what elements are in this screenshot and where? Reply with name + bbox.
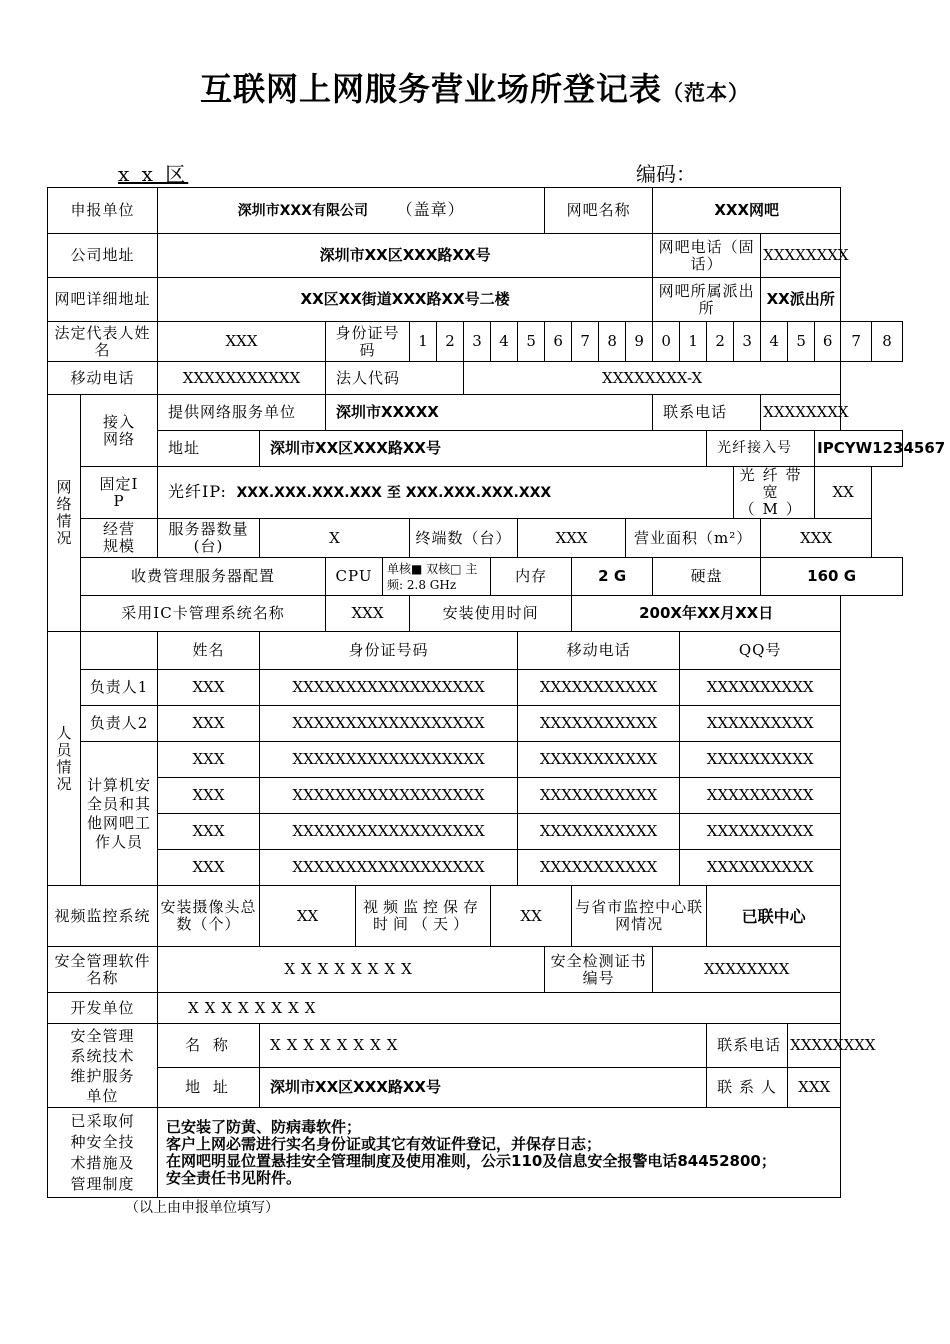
id-digit: 0 (653, 322, 680, 362)
area-label: 营业面积（m²） (626, 519, 761, 558)
link-value: 已联中心 (707, 886, 841, 947)
legal-rep-value: XXX (158, 322, 326, 362)
row-qq: XXXXXXXXXX (680, 706, 841, 742)
scale-text: 经营规模 (102, 520, 135, 555)
id-digit: 1 (410, 322, 437, 362)
network-section-label (48, 395, 81, 632)
fiber-no-value: IPCYW1234567 (815, 431, 903, 467)
id-digit: 9 (626, 322, 653, 362)
table-row (48, 742, 903, 778)
server-count-value: X (260, 519, 410, 558)
addr-label: 地址 (158, 431, 260, 467)
install-time-value: 200X年XX月XX日 (572, 596, 841, 632)
row-role: 负责人2 (81, 706, 158, 742)
id-digit: 3 (464, 322, 491, 362)
provider-phone-label: 联系电话 (653, 395, 761, 431)
applicant-cell (158, 188, 545, 234)
personnel-section-text: 人员情况 (56, 723, 72, 793)
fiber-ip-cell (158, 467, 734, 519)
fiber-ip-value: XXX.XXX.XXX.XXX 至 XXX.XXX.XXX.XXX (236, 485, 552, 501)
header-name: 姓名 (158, 632, 260, 670)
billing-server-label: 收费管理服务器配置 (81, 558, 326, 596)
camera-label: 安装摄像头总数（个） (158, 886, 260, 947)
row-name: XXX (158, 670, 260, 706)
maint-addr-label: 地 址 (158, 1068, 260, 1108)
row-id: XXXXXXXXXXXXXXXXXX (260, 778, 518, 814)
maint-addr-value: 深圳市XX区XXX路XX号 (260, 1068, 707, 1108)
id-digit: 4 (491, 322, 518, 362)
table-row (48, 706, 903, 742)
staff-group-text: 计算机安全员和其他网吧工作人员 (87, 775, 152, 851)
cert-value: XXXXXXXX (653, 947, 841, 993)
maint-phone-value: XXXXXXXX (788, 1024, 841, 1068)
provider-phone-value: XXXXXXXX (761, 395, 841, 431)
row-qq: XXXXXXXXXX (680, 814, 841, 850)
row-mobile: XXXXXXXXXXX (518, 850, 680, 886)
access-text: 接入网络 (102, 412, 135, 448)
cafe-phone-label: 网吧电话（固话） (653, 234, 761, 278)
maint-label (48, 1024, 158, 1108)
server-count-label: 服务器数量(台) (158, 519, 260, 558)
police-value: XX派出所 (761, 278, 841, 322)
header-id: 身份证号码 (260, 632, 518, 670)
cafe-name-value: XXX网吧 (653, 188, 841, 234)
row-mobile: XXXXXXXXXXX (518, 670, 680, 706)
id-digit: 2 (437, 322, 464, 362)
id-digit: 2 (707, 322, 734, 362)
fixed-ip-text: 固定IP (99, 474, 139, 510)
title-suffix: （范本） (662, 81, 750, 105)
row-mobile: XXXXXXXXXXX (518, 778, 680, 814)
row-id: XXXXXXXXXXXXXXXXXX (260, 670, 518, 706)
personnel-section-label (48, 632, 81, 886)
cpu-label: CPU (326, 558, 383, 596)
code-label: 编码： (636, 162, 696, 186)
registration-form (47, 187, 946, 1198)
footer-note: （以上由申报单位填写） (125, 1200, 279, 1216)
bandwidth-value: XX (815, 467, 872, 519)
id-digit: 7 (572, 322, 599, 362)
company-addr-label: 公司地址 (48, 234, 158, 278)
id-digit: 1 (680, 322, 707, 362)
terminal-label: 终端数（台） (410, 519, 518, 558)
id-digit: 5 (788, 322, 815, 362)
police-label: 网吧所属派出所 (653, 278, 761, 322)
row-name: XXX (158, 778, 260, 814)
cafe-addr-label: 网吧详细地址 (48, 278, 158, 322)
maint-text: 安全管理系统技术维护服务单位 (70, 1026, 135, 1105)
camera-value: XX (260, 886, 356, 947)
id-digit: 7 (841, 322, 872, 362)
days-value: XX (491, 886, 572, 947)
row-qq: XXXXXXXXXX (680, 850, 841, 886)
maint-phone-label: 联系电话 (707, 1024, 788, 1068)
cert-label: 安全检测证书编号 (545, 947, 653, 993)
table-row (48, 778, 903, 814)
corp-code-value: XXXXXXXX-X (464, 362, 841, 395)
row-role: 负责人1 (81, 670, 158, 706)
table-row (48, 850, 903, 886)
maint-name-value: XXXXXXXX (260, 1024, 707, 1068)
maint-name-label: 名 称 (158, 1024, 260, 1068)
mobile-value: XXXXXXXXXXX (158, 362, 326, 395)
fiber-no-label: 光纤接入号 (707, 431, 815, 467)
id-digit: 5 (518, 322, 545, 362)
developer-label: 开发单位 (48, 993, 158, 1024)
fiber-ip-label: 光纤IP: (168, 482, 227, 501)
id-digit: 3 (734, 322, 761, 362)
applicant-label: 申报单位 (48, 188, 158, 234)
row-mobile: XXXXXXXXXXX (518, 706, 680, 742)
disk-value: 160 G (761, 558, 903, 596)
row-qq: XXXXXXXXXX (680, 778, 841, 814)
network-section-text: 网络情况 (56, 478, 72, 547)
row-id: XXXXXXXXXXXXXXXXXX (260, 706, 518, 742)
maint-contact-label: 联 系 人 (707, 1068, 788, 1108)
measures-list (158, 1108, 841, 1198)
cpu-value: 单核■ 双核□ 主频: 2.8 GHz (383, 558, 491, 596)
row-mobile: XXXXXXXXXXX (518, 742, 680, 778)
memory-label: 内存 (491, 558, 572, 596)
row-name: XXX (158, 742, 260, 778)
district: x x 区 (118, 162, 189, 186)
row-name: XXX (158, 814, 260, 850)
video-label: 视频监控系统 (48, 886, 158, 947)
staff-group-label (81, 742, 158, 886)
row-qq: XXXXXXXXXX (680, 670, 841, 706)
seal-text: （盖章） (396, 200, 465, 219)
measure-item: 客户上网必需进行实名身份证或其它有效证件登记，并保存日志； (166, 1134, 602, 1153)
legal-rep-label: 法定代表人姓名 (48, 322, 158, 362)
table-row (48, 670, 903, 706)
applicant-value: 深圳市XXX有限公司 (237, 203, 368, 219)
row-id: XXXXXXXXXXXXXXXXXX (260, 814, 518, 850)
days-label: 视频监控保存时间（天） (356, 886, 491, 947)
terminal-value: XXX (518, 519, 626, 558)
row-id: XXXXXXXXXXXXXXXXXX (260, 742, 518, 778)
provider-label: 提供网络服务单位 (158, 395, 326, 431)
cafe-phone-value: XXXXXXXX (761, 234, 841, 278)
row-name: XXX (158, 850, 260, 886)
title-text: 互联网上网服务营业场所登记表 (199, 70, 662, 108)
ic-system-label: 采用IC卡管理系统名称 (81, 596, 326, 632)
measures-label (48, 1108, 158, 1198)
id-digit: 8 (599, 322, 626, 362)
access-label (81, 395, 158, 467)
software-label: 安全管理软件名称 (48, 947, 158, 993)
row-qq: XXXXXXXXXX (680, 742, 841, 778)
row-name: XXX (158, 706, 260, 742)
fixed-ip-label (81, 467, 158, 519)
row-mobile: XXXXXXXXXXX (518, 814, 680, 850)
id-digit: 8 (872, 322, 903, 362)
install-time-label: 安装使用时间 (410, 596, 572, 632)
provider-value: 深圳市XXXXX (326, 395, 653, 431)
software-value: XXXXXXXX (158, 947, 545, 993)
corp-code-label: 法人代码 (326, 362, 464, 395)
measure-item: 在网吧明显位置悬挂安全管理制度及使用准则，公示110及信息安全报警电话84452800； (166, 1151, 776, 1170)
scale-label (81, 519, 158, 558)
table-row (48, 814, 903, 850)
developer-value: XXXXXXXX (158, 993, 841, 1024)
bandwidth-label: 光纤带宽（M） (734, 467, 815, 519)
page-title (0, 64, 950, 110)
row-id: XXXXXXXXXXXXXXXXXX (260, 850, 518, 886)
area-value: XXX (761, 519, 872, 558)
maint-contact-value: XXX (788, 1068, 841, 1108)
measure-item: 已安装了防黄、防病毒软件； (166, 1117, 362, 1136)
memory-value: 2 G (572, 558, 653, 596)
measures-text: 已采取何种安全技术措施及管理制度 (70, 1111, 135, 1193)
id-label: 身份证号 码 (326, 322, 410, 362)
cafe-addr-value: XX区XX街道XXX路XX号二楼 (158, 278, 653, 322)
header-blank (81, 632, 158, 670)
mobile-label: 移动电话 (48, 362, 158, 395)
link-label: 与省市监控中心联网情况 (572, 886, 707, 947)
id-digit: 6 (545, 322, 572, 362)
header-mobile: 移动电话 (518, 632, 680, 670)
disk-label: 硬盘 (653, 558, 761, 596)
cafe-name-label: 网吧名称 (545, 188, 653, 234)
measure-item: 安全责任书见附件。 (166, 1168, 302, 1187)
id-digit: 6 (815, 322, 841, 362)
ic-system-value: XXX (326, 596, 410, 632)
addr-value: 深圳市XX区XXX路XX号 (260, 431, 707, 467)
company-addr-value: 深圳市XX区XXX路XX号 (158, 234, 653, 278)
header-qq: QQ号 (680, 632, 841, 670)
id-digit: 4 (761, 322, 788, 362)
